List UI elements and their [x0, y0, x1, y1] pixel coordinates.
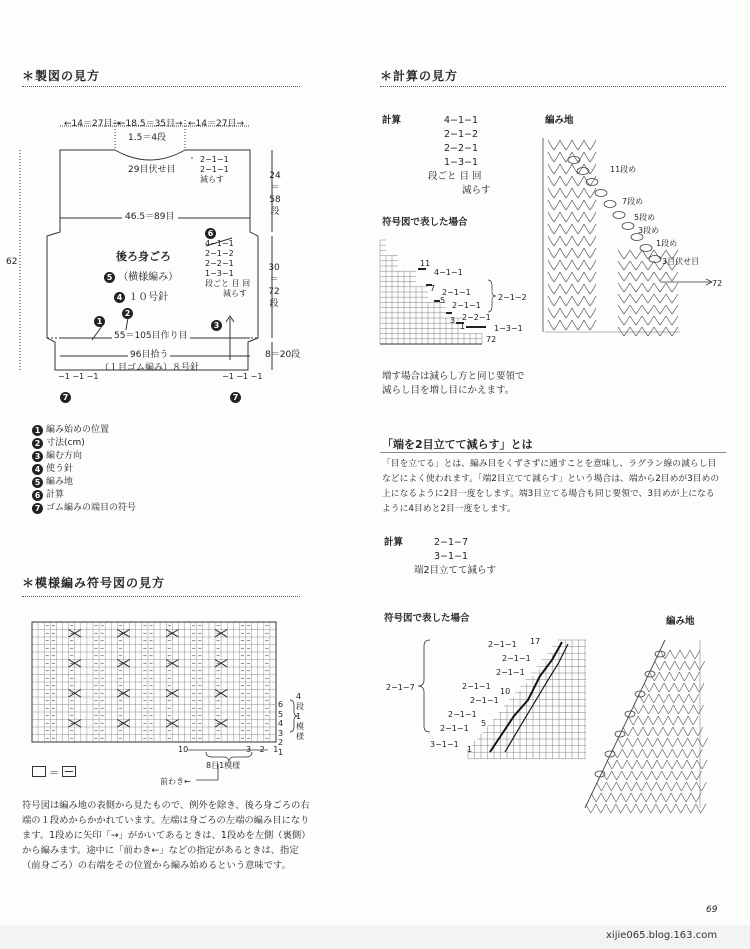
stitch-v [631, 793, 641, 802]
side-bottom: 8＝20段 [265, 350, 301, 360]
stitch-v [662, 771, 672, 780]
stitch-v [618, 738, 628, 747]
stitch-v [656, 804, 666, 813]
marker-7-right: 7 [230, 392, 241, 403]
stitch-v [682, 749, 692, 758]
fabric-label-72: 72 [712, 279, 723, 288]
chart-row-labels: 6 5 4 3 2 1 [278, 700, 284, 757]
stitch-v [639, 694, 649, 703]
stitch-v [626, 782, 636, 791]
stitch-v [697, 760, 707, 769]
symbol-title-2: 符号図で表した場合 [384, 613, 470, 624]
legend-item: 3 編む方向 [32, 450, 136, 463]
stitch-v [649, 694, 659, 703]
stitch-v [644, 683, 654, 692]
symbol-key: ＝ [32, 764, 76, 779]
stitch-v [661, 793, 671, 802]
stitch-v [586, 804, 596, 813]
height-total: 62 [6, 257, 18, 267]
stitch-v [664, 683, 674, 692]
needle-size: 4 １０号針 [114, 288, 168, 303]
dim-top-mid: ←18.5＝35目→ [118, 119, 183, 129]
stitch-v [659, 672, 669, 681]
stitch-v [692, 749, 702, 758]
stitch-v [626, 804, 636, 813]
stitch-v [642, 749, 652, 758]
stitch-v [649, 672, 659, 681]
stitch-v [637, 760, 647, 769]
stitch-v [669, 672, 679, 681]
stitch-v [674, 683, 684, 692]
stitch-v [679, 672, 689, 681]
watermark: xijie065.blog.163.com [606, 930, 718, 941]
page-number: 69 [706, 905, 718, 915]
stitch-v [602, 771, 612, 780]
chart-repeat-label: 4段1模様 [296, 692, 304, 741]
stitch-v [676, 782, 686, 791]
stitch-v [680, 650, 690, 659]
stitch-v [621, 793, 631, 802]
stitch-v [622, 749, 632, 758]
marker-7-left: 7 [60, 392, 71, 403]
stitch-v [662, 749, 672, 758]
side-mid: 30＝72段 [268, 263, 280, 309]
stitch-v [632, 771, 642, 780]
stitch-v [636, 804, 646, 813]
stitch-v [646, 782, 656, 791]
stitch-v [644, 705, 654, 714]
stitch-v [654, 683, 664, 692]
legend-item: 6 計算 [32, 489, 136, 502]
stitch-v [606, 782, 616, 791]
symbol-title-1: 符号図で表した場合 [382, 217, 468, 228]
stitch-v [653, 727, 663, 736]
stitch-v [684, 683, 694, 692]
fabric-label-5: 5段め [634, 213, 656, 222]
edge-stitch [655, 651, 665, 657]
stitch-v [696, 804, 706, 813]
width-pick: 96目拾う [130, 350, 169, 360]
stitch-v [633, 727, 643, 736]
stitch-v [632, 749, 642, 758]
stitch-v [617, 760, 627, 769]
stitch-v [663, 727, 673, 736]
chart-col-end: 3 2 1 [246, 745, 279, 754]
dim-top-left: ←14＝27目→ [64, 119, 120, 129]
stitch-v [689, 694, 699, 703]
fabric-title-2: 編み地 [666, 616, 695, 627]
stitch-v [652, 771, 662, 780]
stitch-v [683, 727, 693, 736]
stitch-v [622, 771, 632, 780]
stitch-v [687, 760, 697, 769]
calc-block: 6 4−1−1 2−1−2 2−2−1 1−3−1 段ごと 目 回 減らす [205, 229, 251, 298]
stitch-v [606, 804, 616, 813]
stitch-v [682, 771, 692, 780]
stitch-v [676, 804, 686, 813]
stitch-v [669, 694, 679, 703]
stitch-v [656, 782, 666, 791]
stitch-v [652, 749, 662, 758]
chart-explanation: 符号図は編み地の表側から見たもので、例外を除き、後ろ身ごろの右端の１段めからかかれています。左端は身ごろの左端の編み目になります。1段めに矢印「→」がかいてあるときは、1段めを左側（裏側）から編みます。途中に「前わき←」などの指定があるときは、指定（前身ごろ）の右端をその位置から編み始めるという意味です。 [22, 800, 311, 871]
fabric-label-bind: 3目伏せ目 [662, 257, 700, 266]
stitch-v [694, 705, 704, 714]
stitch-v [688, 738, 698, 747]
calc2-lines: 2−1−7 3−1−1 端2目立てて減らす [414, 537, 497, 576]
section-title-draft: ＊製図の見方 [22, 69, 101, 83]
neck-decrease: 2−1−1 2−1−1 減らす [200, 155, 229, 184]
stitch-v [684, 705, 694, 714]
stitch-v [658, 716, 668, 725]
stitch-v [659, 694, 669, 703]
stitch-v [642, 771, 652, 780]
stitch-v [601, 793, 611, 802]
fabric-label-11: 11段め [610, 165, 637, 174]
stitch-v [685, 661, 695, 670]
stitch-v [664, 705, 674, 714]
stitch-v [693, 727, 703, 736]
stitch-v [596, 782, 606, 791]
stitch-v [591, 793, 601, 802]
stitch-v [694, 683, 704, 692]
section-title-calc: ＊計算の見方 [380, 69, 459, 83]
fabric-title: 編み地 [545, 115, 574, 126]
stitch-v [688, 716, 698, 725]
stitch-v [672, 749, 682, 758]
section-title-chart: ＊模様編み符号図の見方 [22, 576, 166, 590]
stitch-v [690, 650, 700, 659]
stitch-v [679, 694, 689, 703]
legend-item: 2 寸法(cm) [32, 437, 136, 450]
stitch-v [668, 738, 678, 747]
section-title-edge: 「端を2目立てて減らす」とは [382, 438, 533, 451]
neck-bind: 29目伏せ目 [128, 165, 176, 175]
pattern-name: 5 （横様編み） [104, 268, 178, 283]
edge-explanation: 「目を立てる」とは、編み目をくずさずに通すことを意味し、ラグラン線の減らし目などによく使われます。「端2目立てて減らす」という場合は、端から2目めが3目めの上になるように2目一度をします。端3目立てる場合も同じ要領で、3目めが上になるように4目めと2目一度をします。 [382, 459, 720, 514]
stitch-v [646, 804, 656, 813]
stitch-v [672, 771, 682, 780]
marker-6: 6 [205, 228, 216, 239]
chart-col-repeat: 8目1模様 [206, 761, 241, 770]
legend-item: 5 編み地 [32, 476, 136, 489]
rib-mark-right: −1 −1 −1 [222, 372, 263, 381]
stitch-v [643, 727, 653, 736]
calc-lines: 4−1−1 2−1−2 2−2−1 1−3−1 段ごと 目 回 減らす [428, 115, 491, 196]
stitch-v [655, 661, 665, 670]
stitch-v [668, 716, 678, 725]
stitch-v [677, 760, 687, 769]
marker-3: 3 [211, 320, 222, 331]
stitch-v [596, 804, 606, 813]
side-top: 24＝58段 [269, 171, 281, 217]
part-name: 後ろ身ごろ [116, 250, 171, 263]
stitch-v [658, 738, 668, 747]
stitch-v [678, 738, 688, 747]
stitch-v [691, 793, 701, 802]
stitch-v [657, 760, 667, 769]
fabric-label-1: 1段め [656, 239, 678, 248]
stitch-v [671, 793, 681, 802]
stitch-v [651, 793, 661, 802]
calc-title: 計算 [382, 115, 402, 126]
width-cast: 55＝105目作り目 [114, 331, 188, 341]
stitch-v [673, 727, 683, 736]
chart2-left-label: 2−1−7 [386, 683, 415, 692]
stitch-v [607, 760, 617, 769]
stitch-v [674, 705, 684, 714]
stitch-v [698, 738, 708, 747]
stitch-v [628, 738, 638, 747]
chart-col-start: 10 [178, 745, 189, 754]
fabric-label-3: 3段め [638, 226, 660, 235]
stitch-v [686, 804, 696, 813]
stitch-v [611, 793, 621, 802]
stitch-v [638, 738, 648, 747]
stitch-v [667, 760, 677, 769]
stitch-v [627, 760, 637, 769]
marker-4: 4 [114, 292, 125, 303]
stitch-v [670, 650, 680, 659]
marker-2: 2 [122, 308, 133, 319]
legend-item: 1 編み始めの位置 [32, 424, 136, 437]
stitch-v [638, 716, 648, 725]
stitch-v [648, 716, 658, 725]
stitch-v [696, 782, 706, 791]
stitch-v [666, 782, 676, 791]
marker-5: 5 [104, 272, 115, 283]
stitch-v [665, 661, 675, 670]
stitch-v [636, 782, 646, 791]
stitch-v [616, 782, 626, 791]
rib-mark-left: −1 −1 −1 [58, 372, 99, 381]
stitch-v [612, 771, 622, 780]
stitch-v [623, 727, 633, 736]
stitch-v [654, 705, 664, 714]
neck-rows: 1.5＝4段 [128, 133, 167, 143]
chart-direction: 前わき← [160, 777, 191, 786]
stitch-v [689, 672, 699, 681]
dim-top-right: ←14＝27目→ [188, 119, 244, 129]
legend-item: 4 使う針 [32, 463, 136, 476]
rib-label: （１目ゴム編み）８号針 [100, 363, 200, 373]
stitch-v [616, 804, 626, 813]
stitch-v [686, 782, 696, 791]
width-mid: 46.5＝89目 [122, 211, 178, 223]
stitch-v [647, 760, 657, 769]
legend-item: 7 ゴム編みの端目の符号 [32, 502, 136, 515]
stitch-v [648, 738, 658, 747]
stitch-v [675, 661, 685, 670]
marker-1: 1 [94, 316, 105, 327]
stitch-v [666, 804, 676, 813]
increase-note: 増す場合は減らし方と同じ要領で減らし目を増し目にかえます。 [382, 371, 525, 396]
calc2-title: 計算 [384, 537, 404, 548]
stitch-v [641, 793, 651, 802]
stitch-v [681, 793, 691, 802]
stitch-v [678, 716, 688, 725]
fabric-label-7: 7段め [622, 197, 644, 206]
